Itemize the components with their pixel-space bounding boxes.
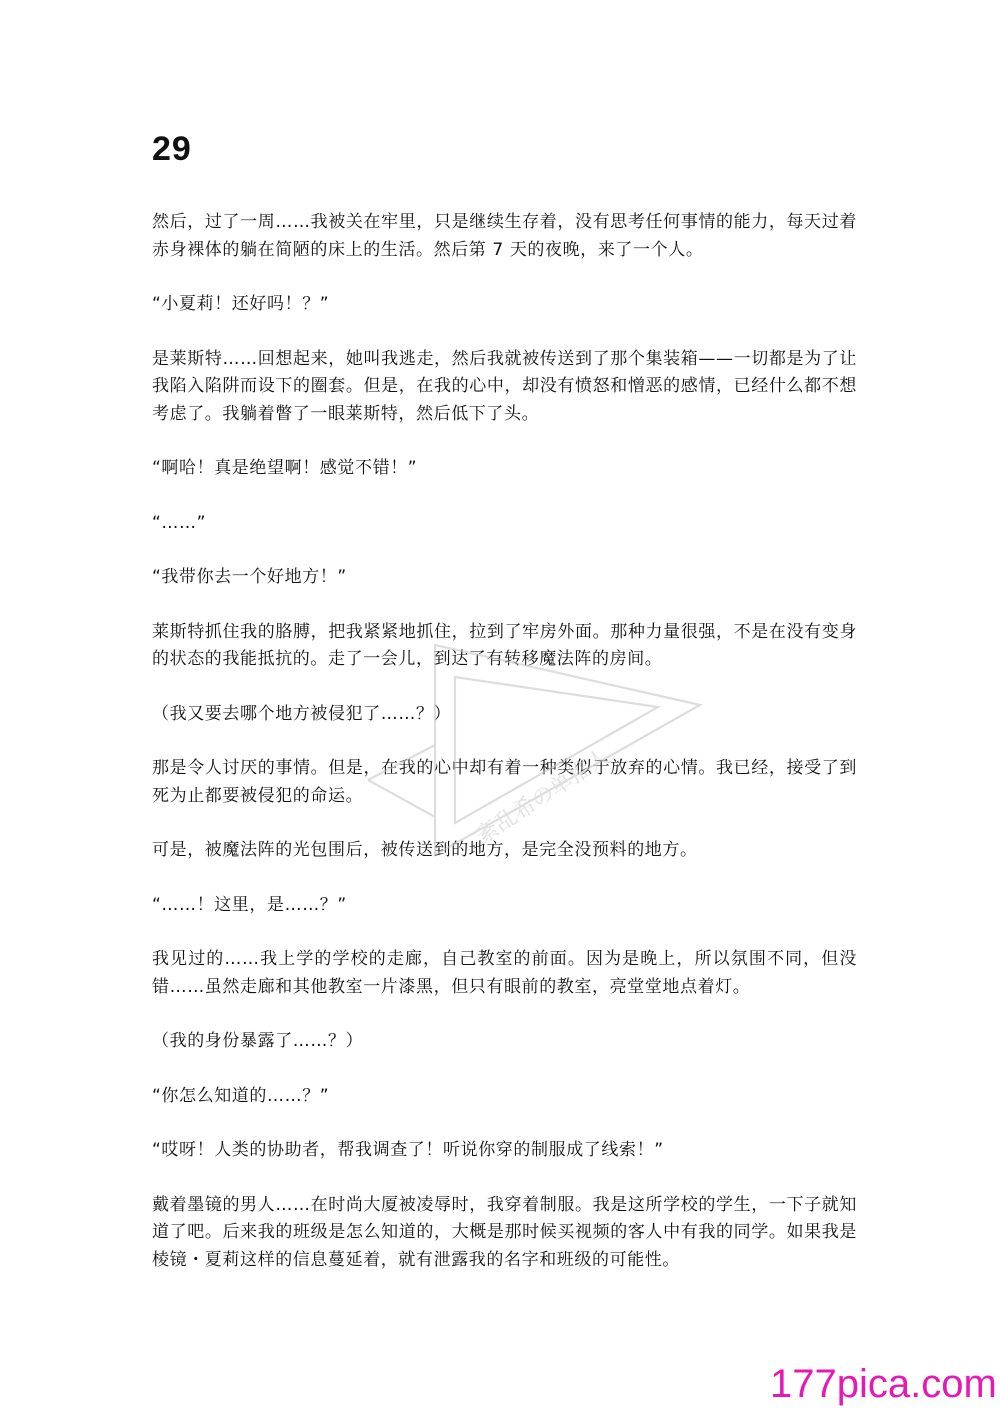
paragraph: （我又要去哪个地方被侵犯了……？）	[152, 703, 452, 724]
watermark-text: 紊乱希の单推人	[471, 744, 615, 850]
site-watermark: 177pica.com	[770, 1362, 997, 1406]
paragraph: （我的身份暴露了……？）	[152, 1031, 364, 1051]
paragraph: 是莱斯特……回想起来，她叫我逃走，然后我就被传送到了那个集装箱——一切都是为了让我陷入陷阱而设下的圈套。但是，在我的心中，却没有愤怒和憎恶的感情，已经什么都不想考虑了。我躺着瞥了一眼莱斯特，然后低下了头。	[152, 348, 857, 424]
paragraph: 然后，过了一周……我被关在牢里，只是继续生存着，没有思考任何事情的能力，每天过着赤身裸体的躺在简陋的床上的生活。然后第 7 天的夜晚，来了一个人。	[152, 212, 857, 260]
paragraph: “……”	[152, 512, 207, 533]
paragraph: “哎呀！人类的协助者，帮我调查了！听说你穿的制服成了线索！”	[152, 1140, 664, 1160]
paragraph: “你怎么知道的……？”	[152, 1085, 330, 1106]
paragraph: 莱斯特抓住我的胳膊，把我紧紧地抓住，拉到了牢房外面。那种力量很强，不是在没有变身的状态的我能抵抗的。走了一会儿，到达了有转移魔法阵的房间。	[152, 621, 857, 669]
paragraph: “啊哈！真是绝望啊！感觉不错！”	[152, 458, 418, 478]
paragraph: 戴着墨镜的男人……在时尚大厦被凌辱时，我穿着制服。我是这所学校的学生，一下子就知道了吧。后来我的班级是怎么知道的，大概是那时候买视频的客人中有我的同学。如果我是棱镜・夏莉这样的信息蔓延着，就有泄露我的名字和班级的可能性。	[152, 1194, 857, 1270]
paragraph: “……！这里，是……？”	[152, 894, 347, 915]
chapter-number: 29	[152, 130, 192, 168]
paragraph: “小夏莉！还好吗！？”	[152, 294, 330, 314]
paragraph: 我见过的……我上学的学校的走廊，自己教室的前面。因为是晚上，所以氛围不同，但没错……虽然走廊和其他教室一片漆黑，但只有眼前的教室，亮堂堂地点着灯。	[152, 949, 857, 997]
paragraph: 可是，被魔法阵的光包围后，被传送到的地方，是完全没预料的地方。	[152, 840, 698, 860]
paragraph: 那是令人讨厌的事情。但是，在我的心中却有着一种类似于放弃的心情。我已经，接受了到死为止都要被侵犯的命运。	[152, 758, 857, 806]
paragraph: “我带你去一个好地方！”	[152, 567, 347, 587]
chapter-body	[152, 209, 857, 1301]
